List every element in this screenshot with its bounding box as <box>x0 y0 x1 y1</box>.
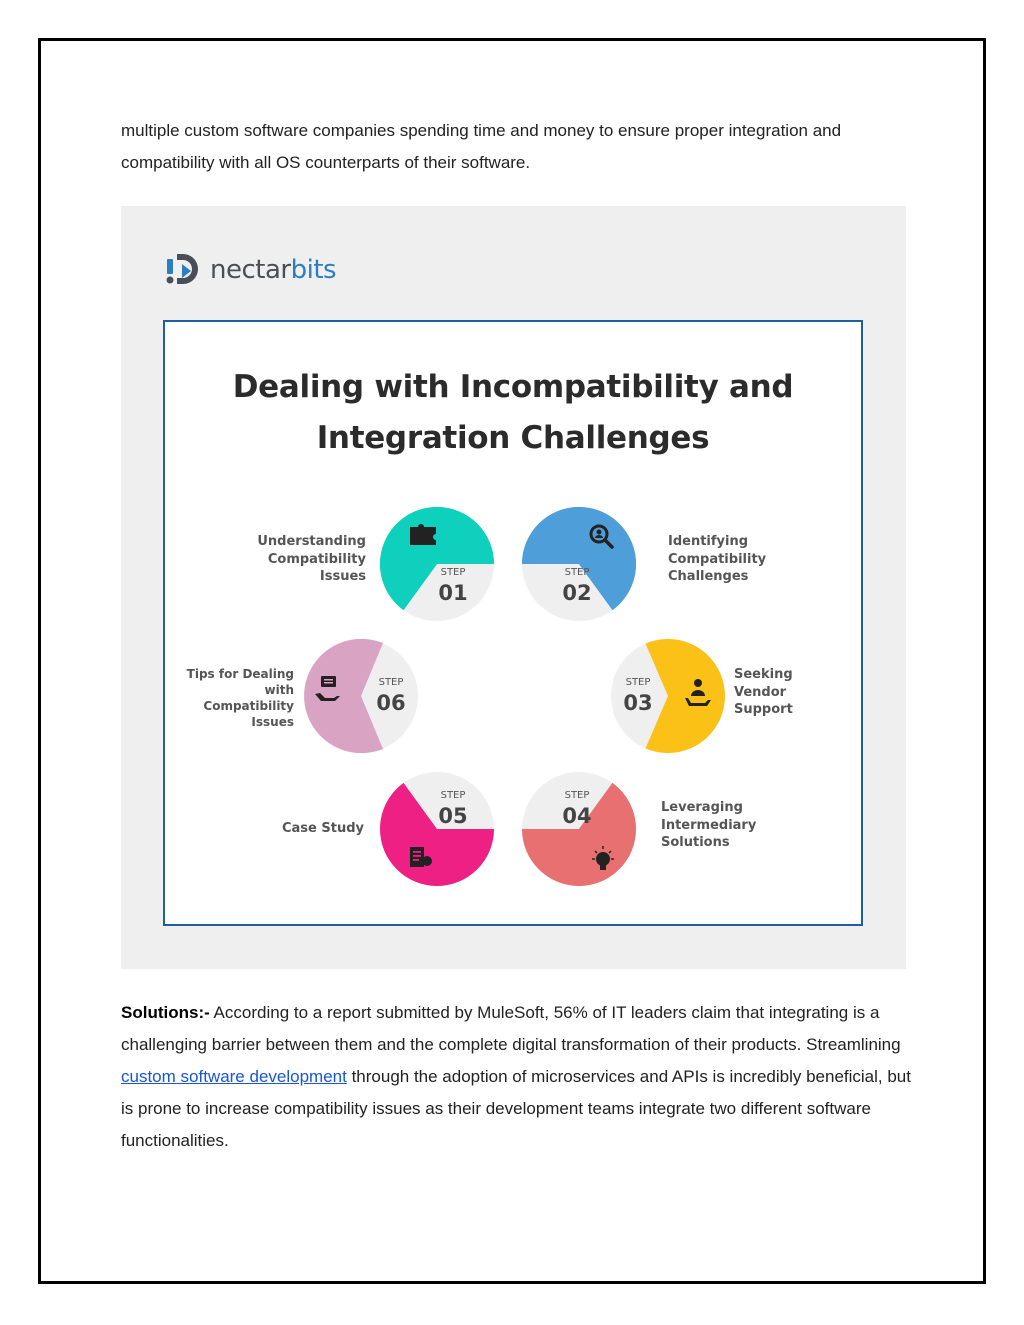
step-02-label: Identifying Compatibility Challenges <box>668 534 767 584</box>
infographic-panel <box>163 320 863 926</box>
step-04-label: Leveraging Intermediary Solutions <box>661 800 757 850</box>
step-01-word: STEP <box>440 567 466 578</box>
solutions-text-2: through the adoption of microservices and APIs is incredibly beneficial, but is prone to increase compatibility issues as their development teams integrate two different software functionalities. <box>121 1067 911 1150</box>
logo-text-prefix: nectar <box>210 255 291 285</box>
step-05-word: STEP <box>440 790 466 801</box>
step-06 <box>304 639 418 753</box>
step-03 <box>611 639 725 753</box>
infographic <box>121 206 906 969</box>
step-06-number: 06 <box>376 691 406 715</box>
title-line-1: Dealing with Incompatibility and <box>232 369 794 405</box>
nectarbits-logo <box>164 250 336 290</box>
step-03-number: 03 <box>623 691 653 715</box>
logo-wordmark <box>210 255 336 285</box>
step-05-label: Case Study <box>281 821 364 836</box>
step-01-number: 01 <box>438 581 468 605</box>
logo-text-suffix: bits <box>290 255 337 285</box>
solutions-paragraph <box>121 997 911 1157</box>
step-04 <box>522 772 636 886</box>
step-02-word: STEP <box>564 567 590 578</box>
puzzle-icon <box>410 524 436 545</box>
step-06-word: STEP <box>378 677 404 688</box>
step-02-number: 02 <box>562 581 592 605</box>
step-03-word: STEP <box>625 677 651 688</box>
step-01 <box>380 507 494 621</box>
step-04-word: STEP <box>564 790 590 801</box>
solutions-text-1: According to a report submitted by MuleSoft, 56% of IT leaders claim that integrating is a challenging barrier between them and the complete digital transformation of their products. Streamlining <box>121 1003 901 1054</box>
step-01-label: Understanding Compatibility Issues <box>257 534 366 584</box>
step-06-label: Tips for Dealing with Compatibility Issues <box>186 667 294 729</box>
step-02 <box>522 507 636 621</box>
step-04-number: 04 <box>562 804 592 828</box>
title-line-2: Integration Challenges <box>316 420 710 456</box>
custom-software-development-link[interactable]: custom software development <box>121 1067 347 1086</box>
step-03-label: Seeking Vendor Support <box>734 667 793 717</box>
intro-paragraph: multiple custom software companies spending time and money to ensure proper integration and compatibility with all OS counterparts of their software. <box>121 121 842 172</box>
step-05-number: 05 <box>438 804 468 828</box>
step-05 <box>380 772 494 886</box>
solutions-heading: Solutions:- <box>121 1003 210 1022</box>
nectarbits-logo-mark-icon <box>164 250 208 290</box>
